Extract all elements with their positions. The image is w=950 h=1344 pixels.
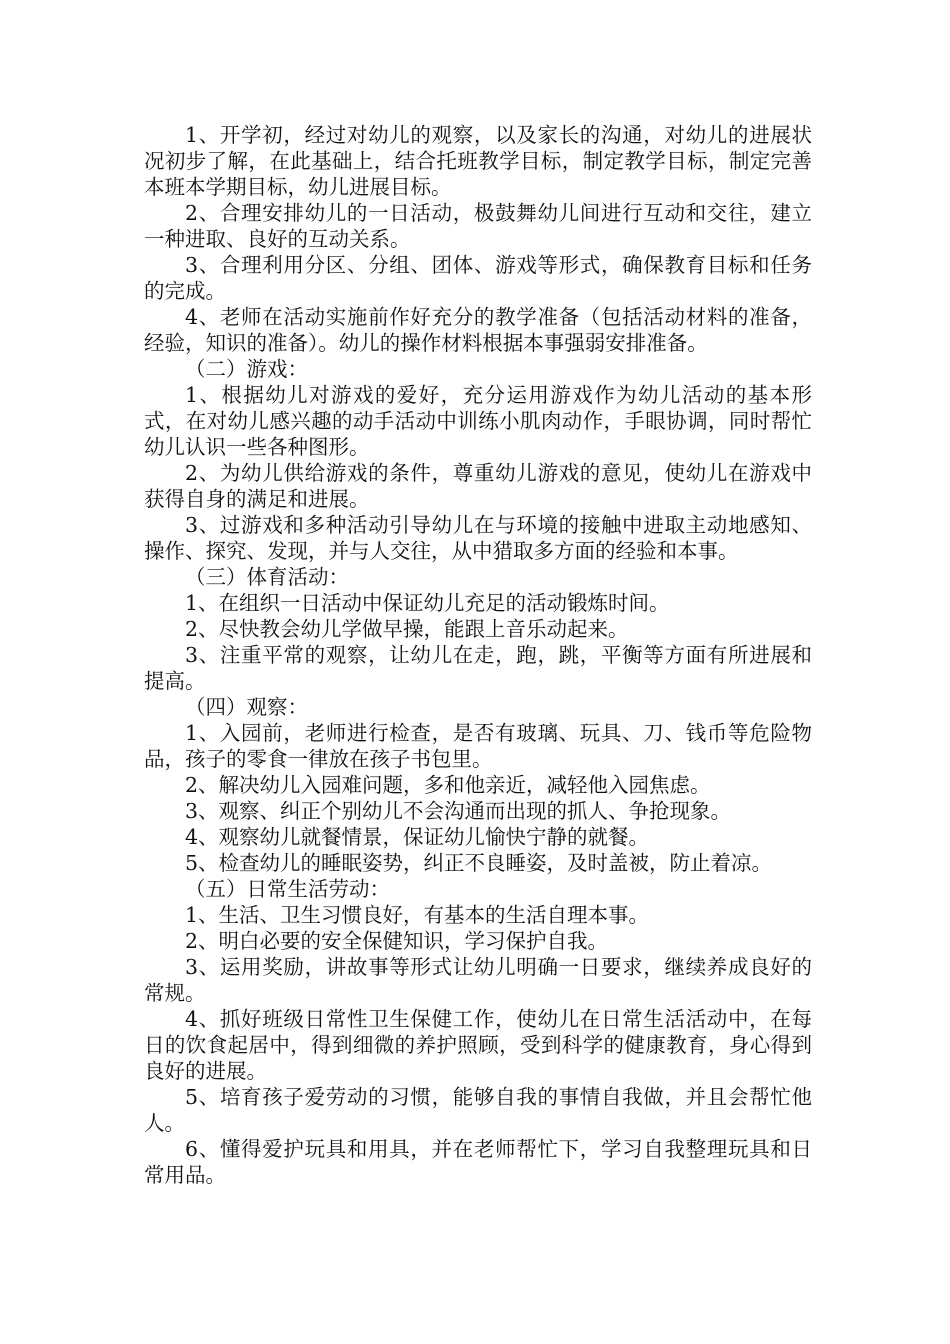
paragraph: 5、培育孩子爱劳动的习惯，能够自我的事情自我做，并且会帮忙他人。 [144, 1085, 812, 1135]
section-heading-observation: （四）观察： [185, 695, 308, 719]
paragraph: 4、抓好班级日常性卫生保健工作，使幼儿在日常生活活动中，在每日的饮食起居中，得到细微的养护照顾，受到科学的健康教育，身心得到良好的进展。 [144, 1007, 812, 1083]
paragraph: 3、运用奖励，讲故事等形式让幼儿明确一日要求，继续养成良好的常规。 [144, 955, 812, 1005]
document-body [144, 122, 812, 1188]
paragraph: 5、检查幼儿的睡眠姿势，纠正不良睡姿，及时盖被，防止着凉。 [185, 851, 773, 875]
paragraph: 1、生活、卫生习惯良好，有基本的生活自理本事。 [185, 903, 650, 927]
paragraph: 2、明白必要的安全保健知识，学习保护自我。 [185, 929, 609, 953]
paragraph: 3、过游戏和多种活动引导幼儿在与环境的接触中进取主动地感知、操作、探究、发现，并与人交往，从中猎取多方面的经验和本事。 [144, 513, 812, 563]
paragraph: 1、入园前，老师进行检查，是否有玻璃、玩具、刀、钱币等危险物品，孩子的零食一律放在孩子书包里。 [144, 721, 812, 771]
paragraph: 4、老师在活动实施前作好充分的教学准备（包括活动材料的准备，经验，知识的准备）。幼儿的操作材料根据本事强弱安排准备。 [144, 305, 812, 355]
section-heading-daily-life: （五）日常生活劳动： [185, 877, 390, 901]
paragraph: 1、根据幼儿对游戏的爱好，充分运用游戏作为幼儿活动的基本形式，在对幼儿感兴趣的动手活动中训练小肌肉动作，手眼协调，同时帮忙幼儿认识一些各种图形。 [144, 383, 812, 459]
section-heading-games: （二）游戏： [185, 357, 308, 381]
section-heading-sports: （三）体育活动： [185, 565, 349, 589]
paragraph: 3、合理利用分区、分组、团体、游戏等形式，确保教育目标和任务的完成。 [144, 253, 812, 303]
paragraph: 1、开学初，经过对幼儿的观察，以及家长的沟通，对幼儿的进展状况初步了解，在此基础上，结合托班教学目标，制定教学目标，制定完善本班本学期目标，幼儿进展目标。 [144, 123, 812, 199]
paragraph: 6、懂得爱护玩具和用具，并在老师帮忙下，学习自我整理玩具和日常用品。 [144, 1137, 812, 1187]
paragraph: 2、尽快教会幼儿学做早操，能跟上音乐动起来。 [185, 617, 629, 641]
paragraph: 4、观察幼儿就餐情景，保证幼儿愉快宁静的就餐。 [185, 825, 650, 849]
paragraph: 3、注重平常的观察，让幼儿在走，跑，跳，平衡等方面有所进展和提高。 [144, 643, 812, 693]
paragraph: 2、为幼儿供给游戏的条件，尊重幼儿游戏的意见，使幼儿在游戏中获得自身的满足和进展。 [144, 461, 812, 511]
paragraph: 2、解决幼儿入园难问题，多和他亲近，减轻他入园焦虑。 [185, 773, 711, 797]
paragraph: 3、观察、纠正个别幼儿不会沟通而出现的抓人、争抢现象。 [185, 799, 732, 823]
paragraph: 2、合理安排幼儿的一日活动，极鼓舞幼儿间进行互动和交往，建立一种进取、良好的互动关系。 [144, 201, 812, 251]
paragraph: 1、在组织一日活动中保证幼儿充足的活动锻炼时间。 [185, 591, 670, 615]
